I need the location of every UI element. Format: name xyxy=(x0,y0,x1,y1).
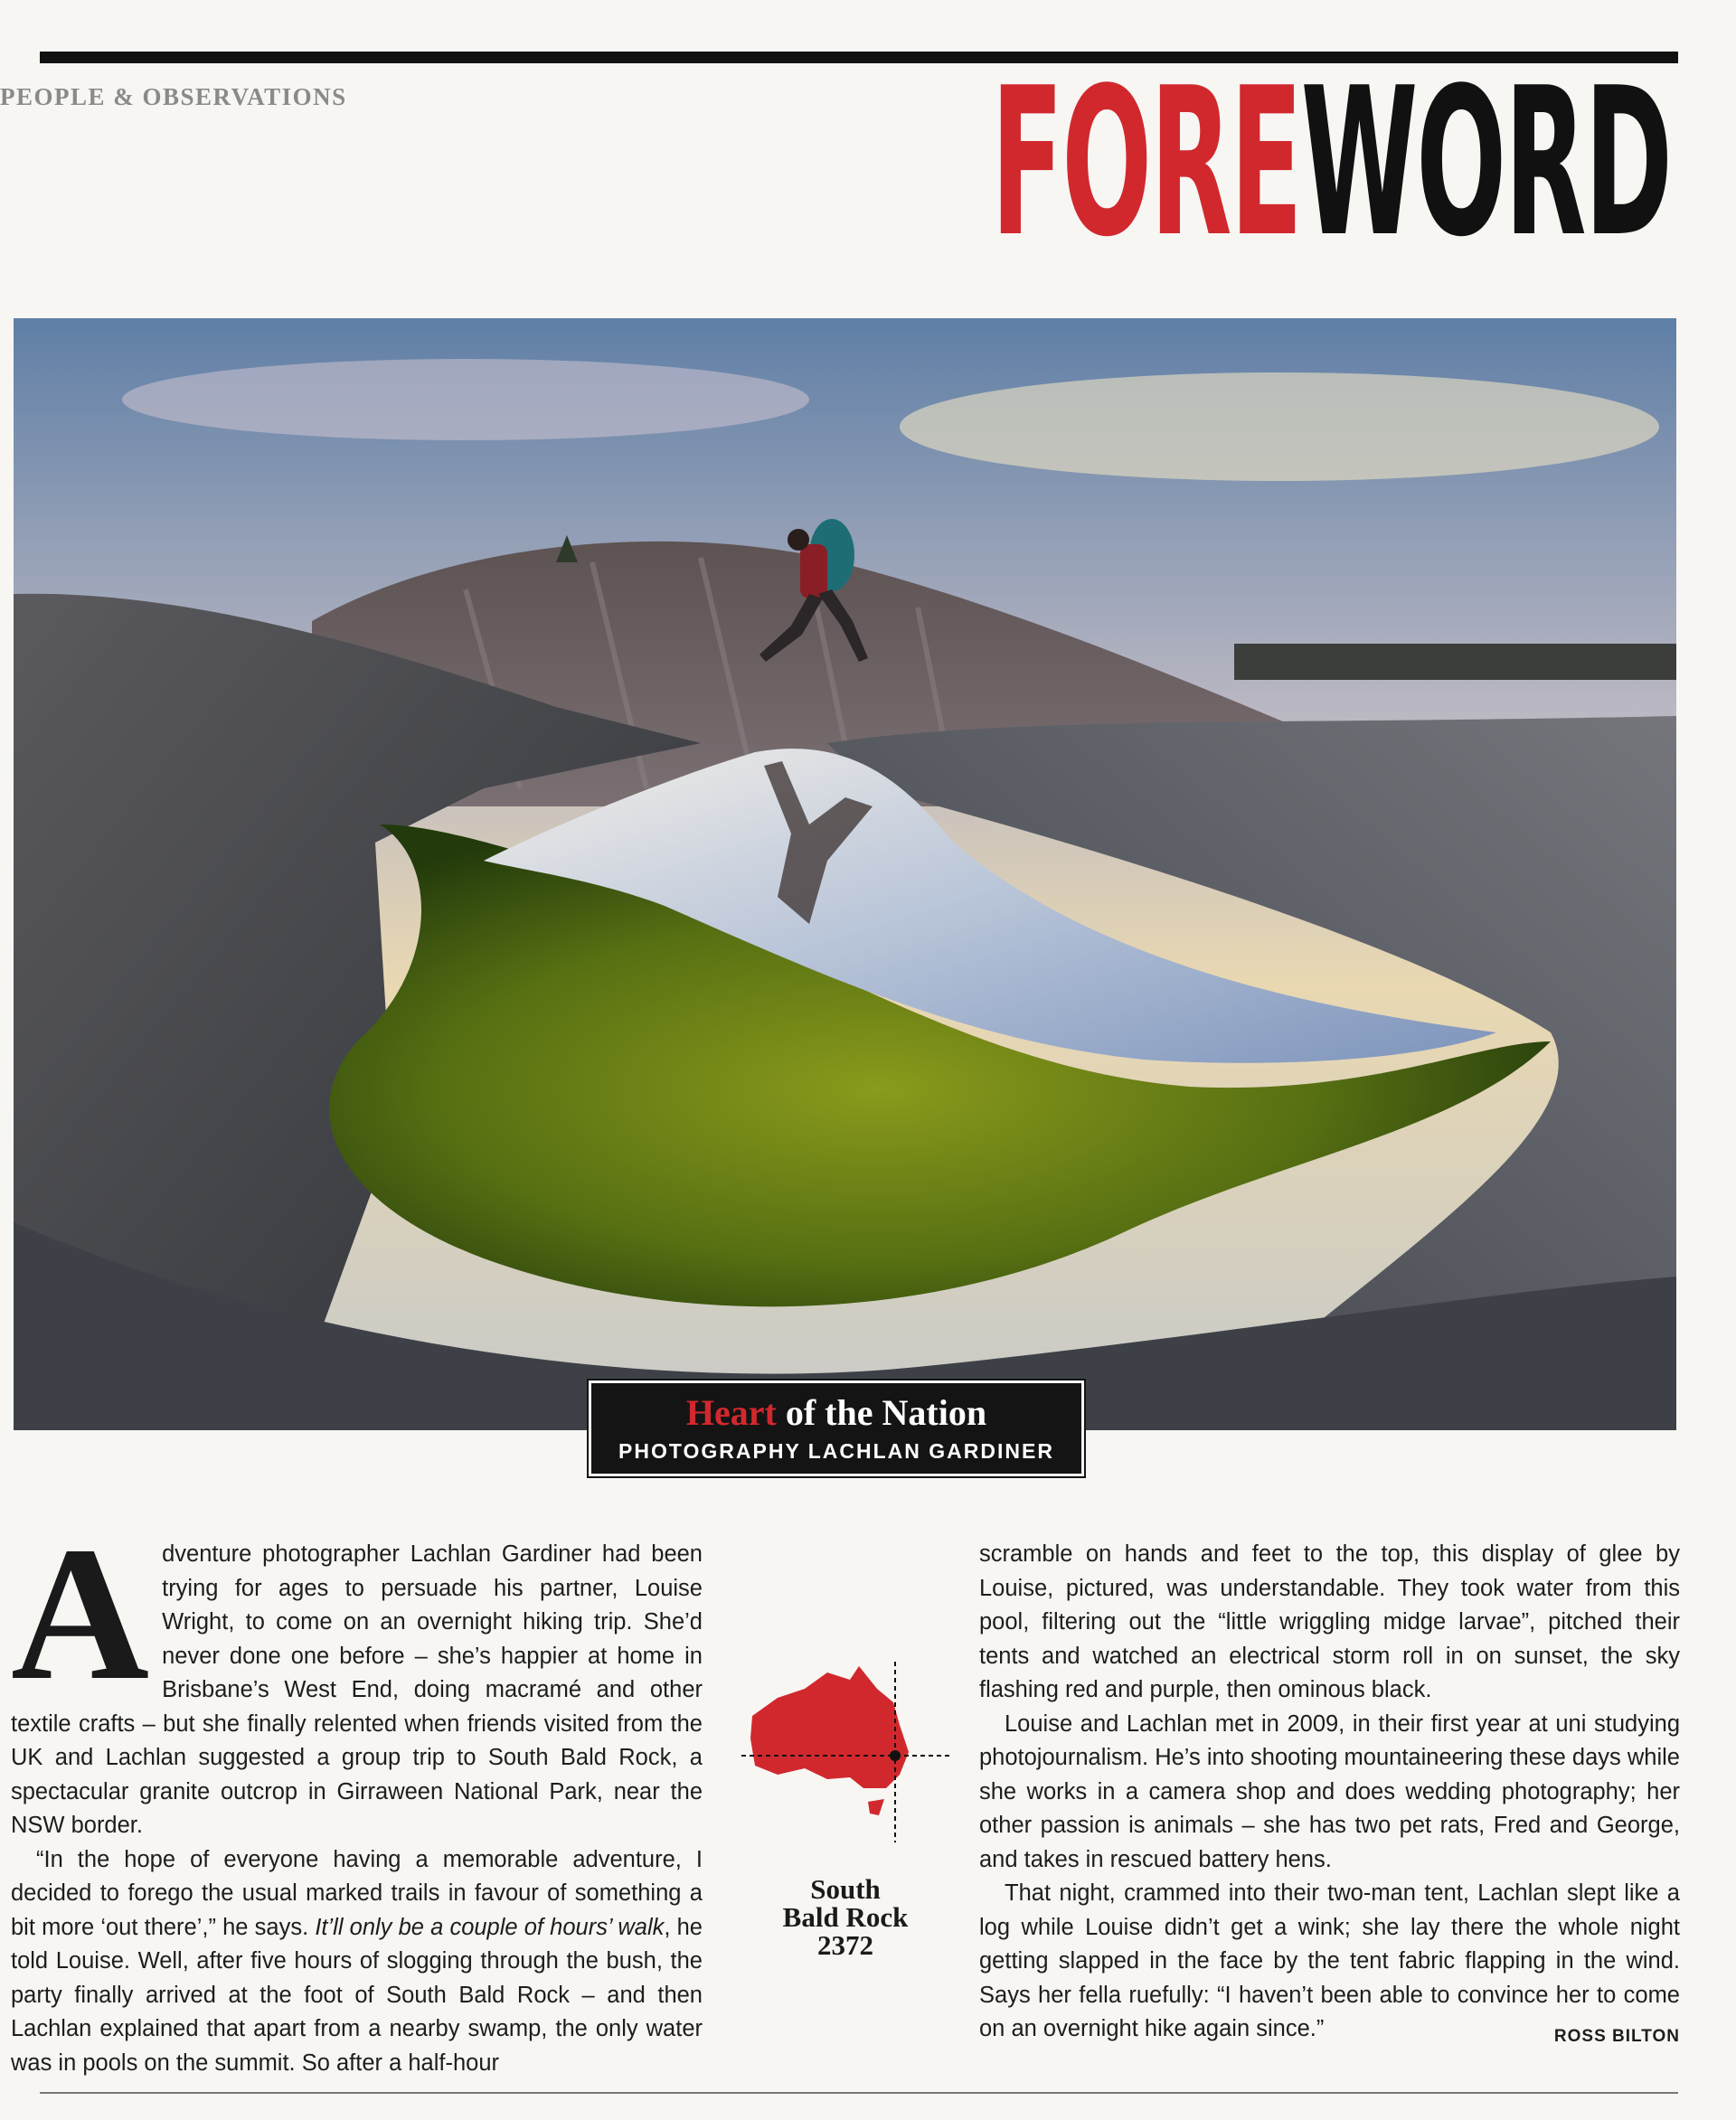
feature-photo xyxy=(14,318,1676,1430)
paragraph-2-italic: It’ll only be a couple of hours’ walk xyxy=(315,1914,665,1940)
masthead-fore: FORE xyxy=(991,44,1301,282)
paragraph-1-text: dventure photographer Lachlan Gardiner had been trying for ages to persuade his partner, Louise Wright, to come on an overnight hiking trip. She’d never done one before – she’s happier at home in Brisbane’s West End, doing macramé and other textile crafts – but she finally relented when friends visited from the UK and Lachlan suggested a group trip to South Bald Rock, a spectacular granite outcrop in Girraween National Park, near the NSW border. xyxy=(11,1541,703,1838)
paragraph-2-rest: , he told Louise. Well, after five hours of slogging through the bush, the party finally arrived at the foot of South Bald Rock – and then Lachlan explained that apart from a nearby swamp, the only water was in pools on the summit. So after a half-hour xyxy=(11,1914,703,2076)
photo-caption-plate xyxy=(589,1380,1084,1476)
section-label: PEOPLE & OBSERVATIONS xyxy=(0,83,347,110)
caption-title xyxy=(591,1394,1081,1432)
australia-shape xyxy=(750,1666,909,1788)
drop-cap: A xyxy=(11,1507,150,1720)
paragraph-intro xyxy=(11,1507,703,1843)
caption-title-rest: of the Nation xyxy=(776,1392,987,1433)
hiker-leaping-over-rock-pool-photo xyxy=(14,318,1676,1430)
caption-title-heart: Heart xyxy=(685,1392,777,1433)
masthead-word: WORD xyxy=(1300,44,1671,282)
article-column-right xyxy=(979,1538,1680,2054)
australia-map-inset xyxy=(741,1662,949,1842)
map-label-line1: South xyxy=(810,1873,881,1905)
photo-credit: PHOTOGRAPHY LACHLAN GARDINER xyxy=(618,1439,1054,1463)
map-label xyxy=(723,1875,967,1959)
map-label-line2: Bald Rock xyxy=(782,1901,909,1933)
article-column-left xyxy=(11,1507,703,2080)
paragraph-5-text: That night, crammed into their two-man tent, Lachlan slept like a log while Louise didn’t get a wink; she lay there the whole night getting slapped in the face by the tent fabric flapping in the wind. Says her fella ruefully: “I haven’t been able to convince her to come on an overnight hike again since.” xyxy=(979,1880,1680,2041)
paragraph-3: scramble on hands and feet to the top, this display of glee by Louise, pictured, was understandable. They took water from this pool, filtering out the “little wriggling midge larvae”, pitched their tents and watched an electrical storm roll in on sunset, the sky flashing red and purple, then ominous black. xyxy=(979,1541,1680,1702)
tasmania-shape xyxy=(868,1799,884,1815)
bottom-rule xyxy=(40,2092,1678,2094)
paragraph-2 xyxy=(11,1843,703,2081)
paragraph-2-quote: “In the hope of everyone having a memorable adventure, I decided to forego the usual marked trails in favour of something a bit more ‘out there’,” he says. xyxy=(11,1846,703,1940)
paragraph-4: Louise and Lachlan met in 2009, in their first year at uni studying photojournalism. He’s into shooting mountaineering these days while she works in a camera shop and does wedding photography; her other passion is animals – she has two pet rats, Fred and George, and takes in rescued battery hens. xyxy=(979,1710,1680,1872)
paragraph-5 xyxy=(979,1877,1680,2047)
byline: ROSS BILTON xyxy=(1553,2027,1680,2046)
map-label-elevation: 2372 xyxy=(817,1929,873,1961)
masthead-title xyxy=(991,44,1671,282)
south-bald-rock-marker xyxy=(890,1750,901,1761)
